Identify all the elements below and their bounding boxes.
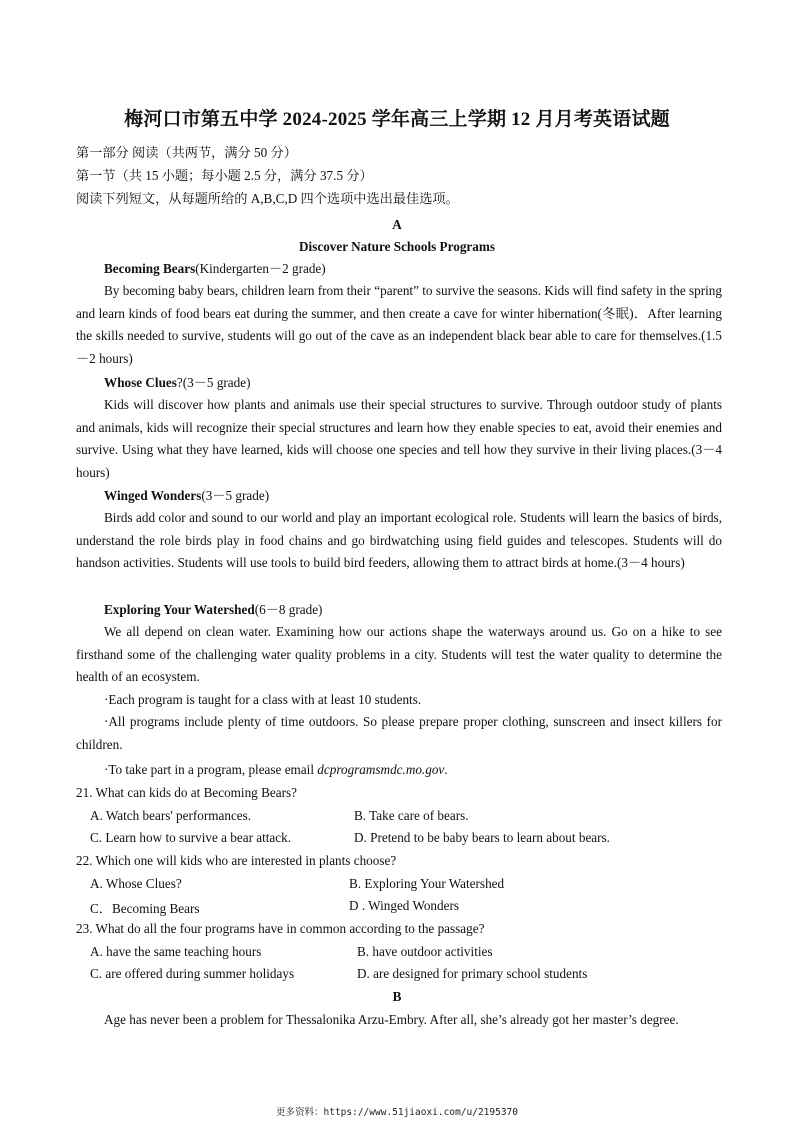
instructions: 阅读下列短文，从每题所给的 A,B,C,D 四个选项中选出最佳选项。 (76, 191, 459, 206)
option-d: D. Pretend to be baby bears to learn about bears. (354, 830, 610, 845)
email-suffix: . (444, 762, 448, 777)
program-heading (104, 488, 269, 504)
question-stem: 21. What can kids do at Becoming Bears? (76, 785, 297, 800)
program-name: Whose Clues (104, 375, 177, 390)
program-note: ·Each program is taught for a class with at least 10 students. (104, 692, 422, 707)
passage-b-first-line: Age has never been a problem for Thessalonika Arzu-Embry. After all, she’s already got her master’s degree. (104, 1012, 679, 1027)
program-description: By becoming baby bears, children learn from their “parent” to survive the seasons. Kids will find safety in the spring and learn kinds of food bears eat during the summer, and then create a cave for winter hibernation(冬眠)．After learning the skills needed to survive, students will go out of the cave as an independent black bear able to care for themselves.(1.5－2 hours) (76, 283, 722, 367)
option-a: A. Whose Clues? (90, 876, 182, 891)
exam-title: 梅河口市第五中学 2024-2025 学年高三上学期 12 月月考英语试题 (124, 109, 670, 130)
option-c: C. are offered during summer holidays (90, 966, 295, 981)
section-one-heading: 第一节（共 15 小题；每小题 2.5 分，满分 37.5 分） (76, 168, 373, 183)
program-description: Birds add color and sound to our world and play an important ecological role. Students will learn the basics of birds, understand the role birds play in food chains and go birdwatching using field guides and telescopes. Students will do handson activities. Students will use tools to build bird feeders, allowing them to attract birds at home.(3－4 hours) (76, 510, 722, 571)
program-grade: (6－8 grade) (254, 602, 323, 617)
email-prefix: ·To take part in a program, please email (104, 762, 318, 777)
option-b: B. have outdoor activities (357, 944, 493, 959)
passage-b-label: B (392, 989, 402, 1004)
program-name: Exploring Your Watershed (104, 602, 255, 617)
part-one-heading: 第一部分 阅读（共两节，满分 50 分） (76, 145, 297, 160)
program-heading (104, 261, 326, 277)
program-grade: ?(3－5 grade) (176, 375, 251, 390)
footer-link[interactable]: 更多资料：https://www.51jiaoxi.com/u/2195370 (276, 1107, 518, 1118)
program-name: Winged Wonders (104, 488, 202, 503)
option-a: A. have the same teaching hours (90, 944, 262, 959)
email-address: dcprogramsmdc.mo.gov (317, 762, 445, 777)
question-stem: 22. Which one will kids who are interested in plants choose? (76, 853, 397, 868)
program-heading (104, 602, 322, 618)
option-a: A. Watch bears' performances. (90, 808, 252, 823)
program-heading (104, 375, 251, 391)
option-d: D . Winged Wonders (349, 898, 459, 913)
program-name: Becoming Bears (104, 261, 196, 276)
program-grade: (3－5 grade) (201, 488, 270, 503)
question-stem: 23. What do all the four programs have in common according to the passage? (76, 921, 485, 936)
program-description: We all depend on clean water. Examining how our actions shape the waterways around us. Go on a hike to see firsthand some of the challenging water quality problems in a city. Students will test the water quality to determine the health of an ecosystem. (76, 624, 722, 685)
option-b: B. Take care of bears. (354, 808, 469, 823)
program-description: Kids will discover how plants and animals use their special structures to survive. Through outdoor study of plants and animals, kids will recognize their special structures and learn how they enable species to eat, avoid their enemies and survive. Using what they have learned, kids will choose one species and tell how they survive in their living places.(3－4 hours) (76, 397, 722, 481)
option-c: C. Learn how to survive a bear attack. (90, 830, 292, 845)
program-grade: (Kindergarten－2 grade) (195, 261, 326, 276)
program-note: ·All programs include plenty of time outdoors. So please prepare proper clothing, sunscreen and insect killers for children. (76, 714, 722, 752)
passage-a-label: A (392, 217, 402, 232)
passage-a-heading: Discover Nature Schools Programs (299, 239, 495, 254)
option-b: B. Exploring Your Watershed (349, 876, 505, 891)
option-d: D. are designed for primary school students (357, 966, 588, 981)
program-note-email (104, 762, 448, 778)
option-c: C．Becoming Bears (90, 901, 200, 916)
